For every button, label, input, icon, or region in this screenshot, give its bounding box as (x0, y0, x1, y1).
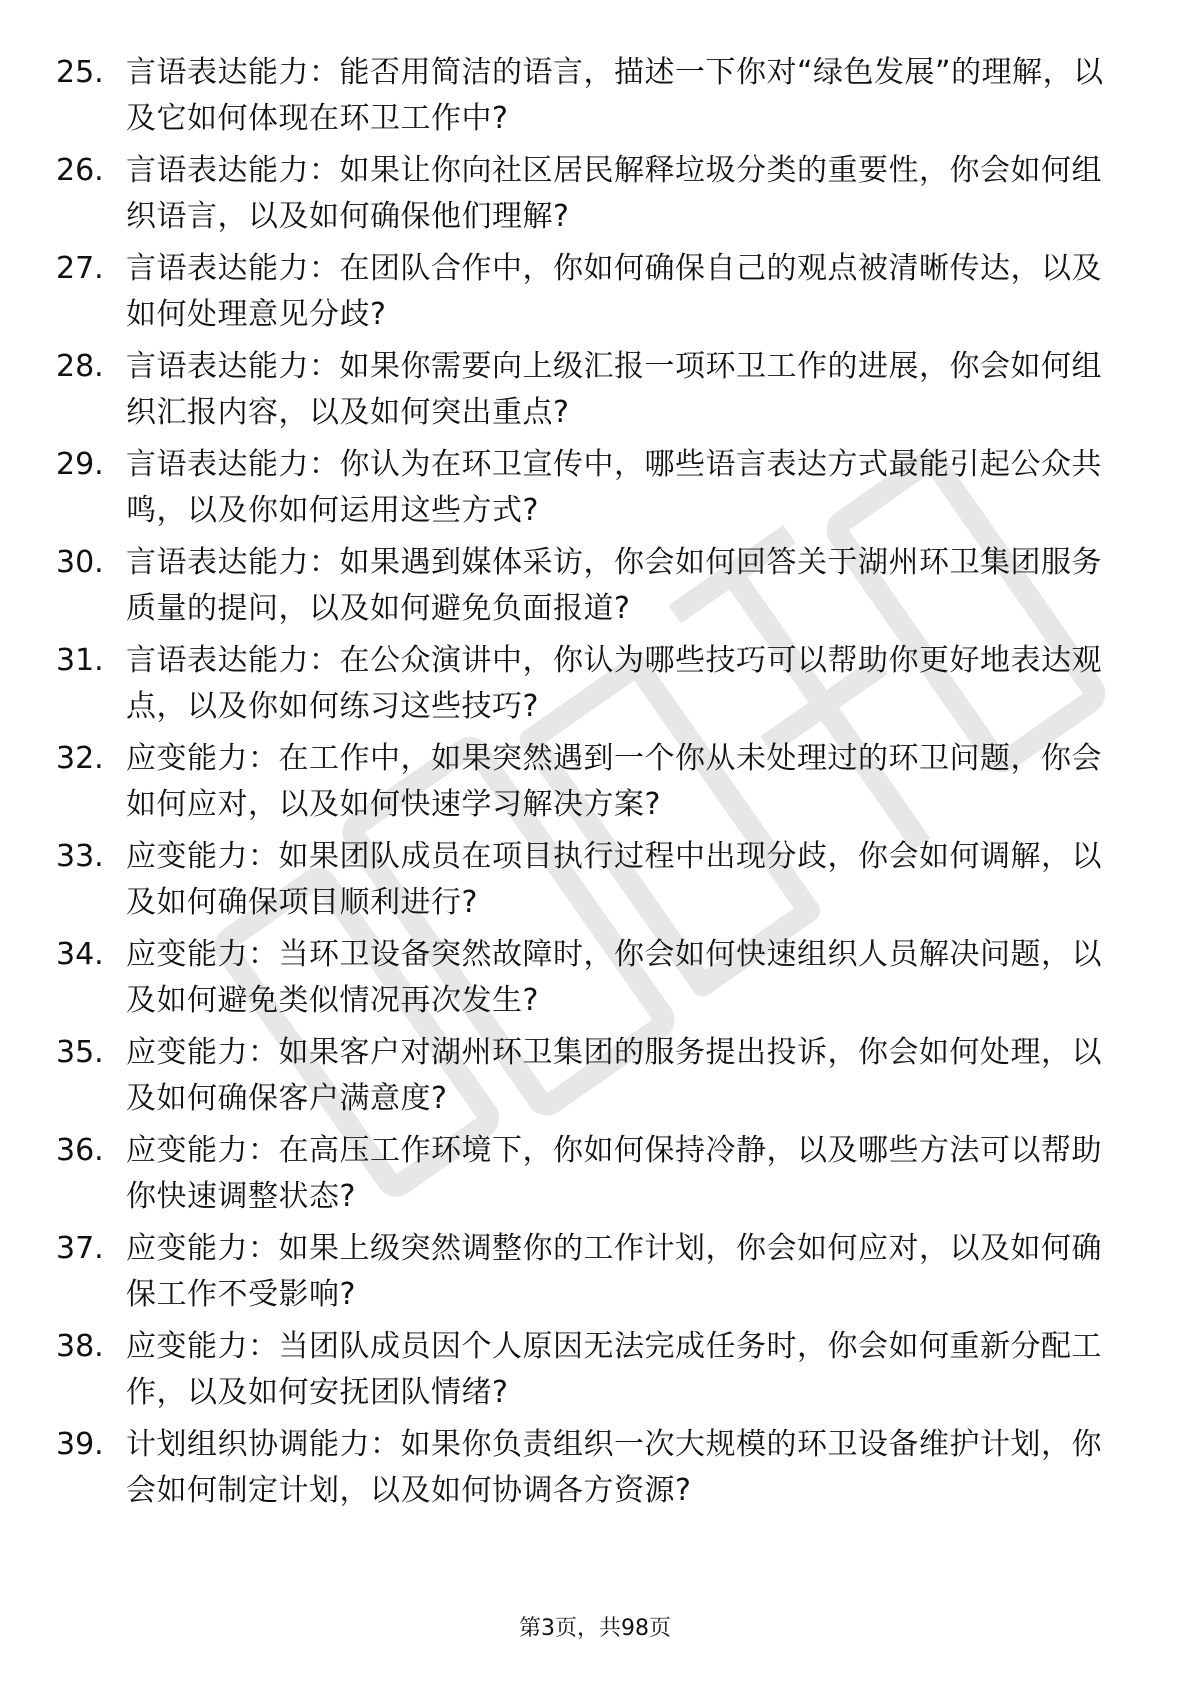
question-item (56, 1226, 1116, 1324)
question-item (56, 932, 1116, 1030)
question-text: 计划组织协调能力：如果你负责组织一次大规模的环卫设备维护计划，你会如何制定计划，以及如何协调各方资源? (126, 1427, 1102, 1508)
question-item (56, 736, 1116, 834)
question-text: 应变能力：如果客户对湖州环卫集团的服务提出投诉，你会如何处理，以及如何确保客户满意度? (126, 1035, 1102, 1116)
question-text: 应变能力：当环卫设备突然故障时，你会如何快速组织人员解决问题，以及如何避免类似情况再次发生? (126, 937, 1102, 1018)
question-number: 35. (56, 1035, 104, 1070)
question-item (56, 344, 1116, 442)
question-number: 26. (56, 153, 104, 188)
question-number: 36. (56, 1133, 104, 1168)
question-text: 言语表达能力：如果让你向社区居民解释垃圾分类的重要性，你会如何组织语言，以及如何确保他们理解? (126, 153, 1102, 234)
question-number: 31. (56, 643, 104, 678)
question-number: 33. (56, 839, 104, 874)
question-number: 29. (56, 447, 104, 482)
question-number: 28. (56, 349, 104, 384)
question-list (56, 50, 1116, 1520)
question-text: 应变能力：如果团队成员在项目执行过程中出现分歧，你会如何调解，以及如何确保项目顺利进行? (126, 839, 1102, 920)
question-number: 32. (56, 741, 104, 776)
question-text: 应变能力：在工作中，如果突然遇到一个你从未处理过的环卫问题，你会如何应对，以及如何快速学习解决方案? (126, 741, 1102, 822)
question-number: 34. (56, 937, 104, 972)
question-item (56, 1128, 1116, 1226)
question-item (56, 1030, 1116, 1128)
page-number-label: 第3页，共98页 (519, 1616, 671, 1641)
question-item (56, 834, 1116, 932)
question-text: 应变能力：如果上级突然调整你的工作计划，你会如何应对，以及如何确保工作不受影响? (126, 1231, 1102, 1312)
question-item (56, 50, 1116, 148)
question-text: 应变能力：当团队成员因个人原因无法完成任务时，你会如何重新分配工作，以及如何安抚团队情绪? (126, 1329, 1102, 1410)
question-number: 39. (56, 1427, 104, 1462)
question-text: 言语表达能力：如果遇到媒体采访，你会如何回答关于湖州环卫集团服务质量的提问，以及如何避免负面报道? (126, 545, 1102, 626)
question-number: 30. (56, 545, 104, 580)
question-text: 言语表达能力：如果你需要向上级汇报一项环卫工作的进展，你会如何组织汇报内容，以及如何突出重点? (126, 349, 1102, 430)
question-number: 38. (56, 1329, 104, 1364)
question-text: 言语表达能力：能否用简洁的语言，描述一下你对“绿色发展”的理解，以及它如何体现在环卫工作中? (126, 55, 1104, 136)
question-text: 言语表达能力：你认为在环卫宣传中，哪些语言表达方式最能引起公众共鸣，以及你如何运用这些方式? (126, 447, 1102, 528)
question-text: 言语表达能力：在团队合作中，你如何确保自己的观点被清晰传达，以及如何处理意见分歧? (126, 251, 1102, 332)
question-number: 37. (56, 1231, 104, 1266)
question-number: 25. (56, 55, 104, 90)
question-item (56, 638, 1116, 736)
question-text: 言语表达能力：在公众演讲中，你认为哪些技巧可以帮助你更好地表达观点，以及你如何练习这些技巧? (126, 643, 1102, 724)
question-text: 应变能力：在高压工作环境下，你如何保持冷静，以及哪些方法可以帮助你快速调整状态? (126, 1133, 1102, 1214)
page-footer (0, 1614, 1190, 1644)
question-item (56, 1324, 1116, 1422)
question-item (56, 148, 1116, 246)
question-number: 27. (56, 251, 104, 286)
question-item (56, 442, 1116, 540)
question-item (56, 1422, 1116, 1520)
question-item (56, 540, 1116, 638)
question-item (56, 246, 1116, 344)
